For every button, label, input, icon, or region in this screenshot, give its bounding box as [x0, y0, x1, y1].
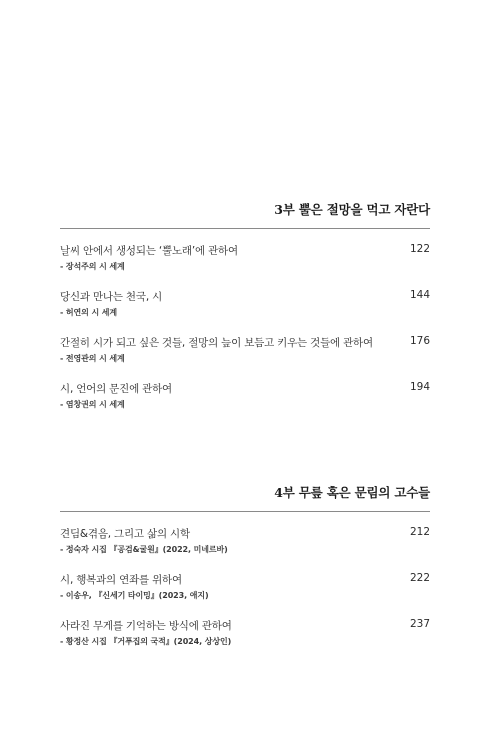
part4-title: 4부 무릎 혹은 문림의 고수들	[60, 483, 430, 512]
entry-title: 당신과 만나는 천국, 시	[60, 291, 163, 303]
toc-entry[interactable]	[60, 618, 430, 664]
entry-subtitle: - 장석주의 시 세계	[60, 262, 125, 271]
entry-title: 시, 행복과의 연좌를 위하여	[60, 574, 182, 586]
entry-page-number: 237	[409, 618, 430, 630]
toc-entry[interactable]	[60, 381, 430, 427]
part4-entries	[60, 526, 430, 664]
toc-entry[interactable]	[60, 526, 430, 572]
entry-page-number: 212	[409, 526, 430, 538]
part3-entries	[60, 243, 430, 427]
entry-subtitle: - 허연의 시 세계	[60, 308, 118, 317]
toc-entry[interactable]	[60, 289, 430, 335]
entry-subtitle: - 전영관의 시 세계	[60, 354, 125, 363]
toc-entry[interactable]	[60, 335, 430, 381]
entry-title: 간절히 시가 되고 싶은 것들, 절망의 늪이 보듬고 키우는 것들에 관하여	[60, 337, 373, 349]
part3-title: 3부 뿔은 절망을 먹고 자란다	[60, 200, 430, 229]
entry-subtitle: - 정숙자 시집 『공검&굴원』(2022, 미네르바)	[60, 545, 228, 554]
entry-subtitle: - 이송우, 『신세기 타이밍』(2023, 애지)	[60, 591, 209, 600]
entry-page-number: 194	[409, 381, 430, 393]
entry-title: 시, 언어의 문진에 관하여	[60, 383, 172, 395]
entry-page-number: 176	[409, 335, 430, 347]
entry-page-number: 144	[409, 289, 430, 301]
entry-title: 견딤&겪음, 그리고 삶의 시학	[60, 528, 190, 540]
part4-section	[60, 483, 430, 664]
entry-subtitle: - 황정산 시집 『거푸집의 국적』(2024, 상상인)	[60, 637, 232, 646]
toc-entry[interactable]	[60, 572, 430, 618]
entry-page-number: 122	[409, 243, 430, 255]
entry-title: 사라진 무게를 기억하는 방식에 관하여	[60, 620, 232, 632]
entry-page-number: 222	[409, 572, 430, 584]
entry-title: 날씨 안에서 생성되는 ‘뿔노래’에 관하여	[60, 245, 238, 257]
part3-section	[60, 200, 430, 427]
toc-entry[interactable]	[60, 243, 430, 289]
entry-subtitle: - 염창권의 시 세계	[60, 400, 125, 409]
